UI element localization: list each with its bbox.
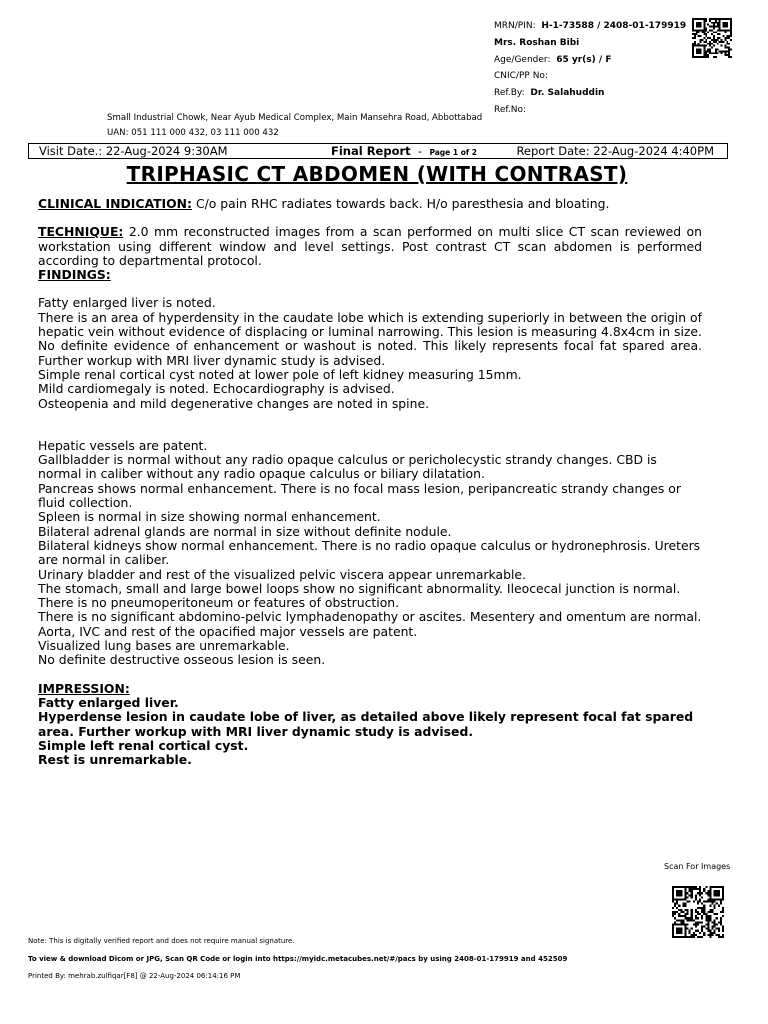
cnic-label: CNIC/PP No: bbox=[494, 71, 548, 82]
mrn-value: H-1-73588 / 2408-01-179919 bbox=[541, 21, 687, 31]
patient-name: Mrs. Roshan Bibi bbox=[494, 37, 580, 48]
signature-note: Note: This is digitally verified report and does not require manual signature. bbox=[28, 937, 295, 945]
impression-item: Fatty enlarged liver. bbox=[38, 694, 179, 710]
age-gender-value: 65 yr(s) / F bbox=[556, 54, 612, 65]
qr-code-icon[interactable] bbox=[692, 18, 732, 58]
qr-code-icon[interactable] bbox=[672, 886, 724, 938]
finding-line: Mild cardiomegaly is noted. Echocardiography is advised. bbox=[38, 381, 395, 397]
report-status bbox=[331, 144, 477, 160]
finding-line: Spleen is normal in size showing normal enhancement. bbox=[38, 509, 381, 525]
printed-by: Printed By: mehrab.zulfiqar[F8] @ 22-Aug-2024 06:14:16 PM bbox=[28, 972, 241, 980]
finding-line: Osteopenia and mild degenerative changes are noted in spine. bbox=[38, 395, 430, 411]
patient-info bbox=[494, 18, 686, 119]
finding-line: Hepatic vessels are patent. bbox=[38, 437, 208, 453]
age-gender-label: Age/Gender: bbox=[494, 54, 551, 65]
finding-line: Pancreas shows normal enhancement. There is no focal mass lesion, peripancreatic strandy changes or fluid collection. bbox=[38, 480, 681, 511]
impression-item: Rest is unremarkable. bbox=[38, 752, 192, 768]
refno-label: Ref.No: bbox=[494, 104, 527, 115]
separator: - bbox=[417, 144, 423, 158]
finding-line: Bilateral kidneys show normal enhancement. There is no radio opaque calculus or hydronephrosis. Ureters are normal in caliber. bbox=[38, 537, 701, 568]
finding-line: No definite destructive osseous lesion is seen. bbox=[38, 652, 326, 668]
technique-heading: TECHNIQUE: bbox=[38, 224, 124, 240]
finding-line: Bilateral adrenal glands are normal in size without definite nodule. bbox=[38, 523, 452, 539]
finding-line: Urinary bladder and rest of the visualized pelvic viscera appear unremarkable. bbox=[38, 566, 526, 582]
finding-line: Aorta, IVC and rest of the opacified major vessels are patent. bbox=[38, 623, 418, 639]
finding-line: Visualized lung bases are unremarkable. bbox=[38, 638, 290, 654]
impression-heading: IMPRESSION: bbox=[38, 680, 130, 696]
report-title: TRIPHASIC CT ABDOMEN (WITH CONTRAST) bbox=[126, 162, 628, 186]
clinical-indication bbox=[38, 197, 702, 211]
finding-line: There is no significant abdomino-pelvic lymphadenopathy or ascites. Mesentery and omentum are normal. bbox=[38, 609, 702, 625]
visit-date: Visit Date.: 22-Aug-2024 9:30AM bbox=[39, 144, 228, 158]
refby-label: Ref.By: bbox=[494, 88, 525, 99]
impression-item: Simple left renal cortical cyst. bbox=[38, 737, 249, 753]
visit-bar bbox=[28, 143, 728, 159]
clinical-indication-heading: CLINICAL INDICATION: bbox=[38, 196, 192, 211]
finding-line: Simple renal cortical cyst noted at lower pole of left kidney measuring 15mm. bbox=[38, 366, 522, 382]
refby-value: Dr. Salahuddin bbox=[530, 88, 605, 99]
report-date: Report Date: 22-Aug-2024 4:40PM bbox=[516, 144, 714, 158]
technique bbox=[38, 225, 702, 268]
report-body bbox=[38, 197, 702, 767]
dicom-instructions: To view & download Dicom or JPG, Scan QR Code or login into https://myidc.metacubes.net/#/pacs by using 2408-01-179919 and 452509 bbox=[28, 955, 568, 963]
finding-line: The stomach, small and large bowel loops show no significant abnormality. Ileocecal junction is normal. bbox=[38, 580, 681, 596]
finding-line: Gallbladder is normal without any radio opaque calculus or pericholecystic strandy changes. CBD is normal in caliber without any radio opaque calculus or biliary dilatation. bbox=[38, 452, 657, 482]
address-line: Small Industrial Chowk, Near Ayub Medical Complex, Main Mansehra Road, Abbottabad bbox=[107, 113, 483, 123]
finding-line: There is an area of hyperdensity in the caudate lobe which is extending superiorly in between the origin of hepatic vein without evidence of displacing or luminal narrowing. This lesion is measuring 4.8x4cm in size. No definite evidence of enhancement or washout is noted. This likely represents focal fat spared area. Further workup with MRI liver dynamic study is advised. bbox=[38, 309, 702, 368]
scan-for-images-label: Scan For Images bbox=[664, 862, 731, 871]
finding-line: Fatty enlarged liver is noted. bbox=[38, 295, 216, 311]
clinic-address bbox=[107, 111, 482, 141]
page-indicator: Page 1 of 2 bbox=[429, 148, 477, 157]
final-report-label: Final Report bbox=[331, 144, 411, 158]
mrn-label: MRN/PIN: bbox=[494, 21, 536, 31]
clinical-indication-text: C/o pain RHC radiates towards back. H/o paresthesia and bloating. bbox=[192, 196, 610, 211]
finding-line: There is no pneumoperitoneum or features of obstruction. bbox=[38, 595, 400, 611]
technique-text: 2.0 mm reconstructed images from a scan performed on multi slice CT scan reviewed on workstation using different window and level settings. Post contrast CT scan abdomen is performed according to departmental protocol. bbox=[38, 224, 702, 268]
uan-line: UAN: 051 111 000 432, 03 111 000 432 bbox=[107, 128, 279, 138]
findings-heading: FINDINGS: bbox=[38, 267, 111, 283]
impression-item: Hyperdense lesion in caudate lobe of liver, as detailed above likely represent focal fat spared area. Further workup with MRI liver dynamic study is advised. bbox=[38, 709, 694, 739]
